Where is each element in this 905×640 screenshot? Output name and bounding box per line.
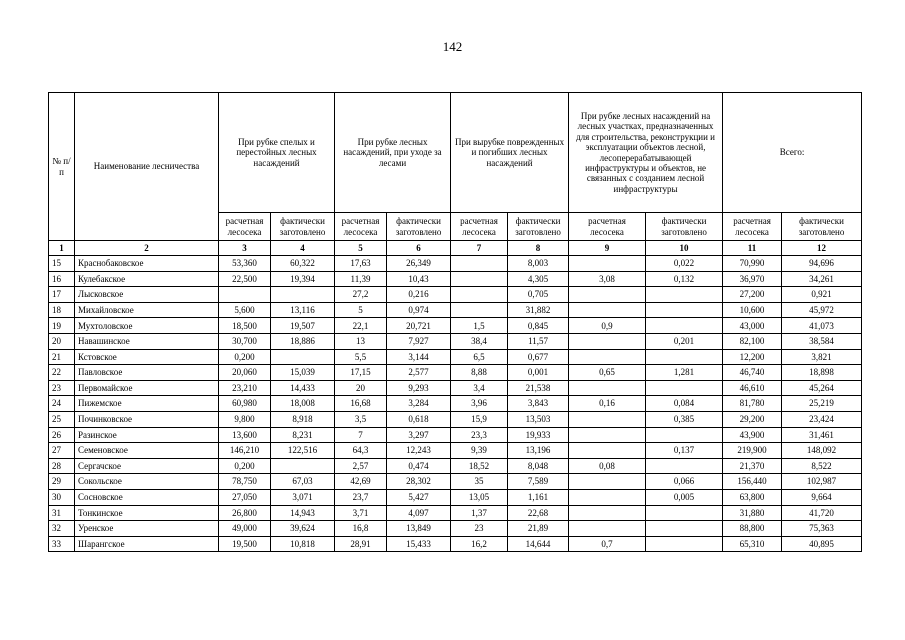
construction-harvested-cell: 0,201 bbox=[646, 333, 723, 349]
forestry-name-cell: Навашинское bbox=[75, 333, 219, 349]
care-allowable-cell: 3,5 bbox=[335, 411, 387, 427]
mature-harvested-cell bbox=[271, 349, 335, 365]
construction-allowable-cell bbox=[569, 427, 646, 443]
care-allowable-cell: 17,63 bbox=[335, 256, 387, 272]
damaged-allowable-cell bbox=[451, 256, 508, 272]
total-harvested-cell: 38,584 bbox=[782, 333, 862, 349]
total-harvested-cell: 18,898 bbox=[782, 365, 862, 381]
mature-allowable-cell: 22,500 bbox=[219, 271, 271, 287]
total-allowable-cell: 46,740 bbox=[723, 365, 782, 381]
mature-allowable-cell: 27,050 bbox=[219, 489, 271, 505]
damaged-harvested-cell: 0,845 bbox=[508, 318, 569, 334]
column-number: 2 bbox=[75, 241, 219, 256]
mature-harvested-cell: 13,116 bbox=[271, 302, 335, 318]
damaged-harvested-cell: 8,048 bbox=[508, 458, 569, 474]
total-allowable-cell: 46,610 bbox=[723, 380, 782, 396]
forestry-name-cell: Починковское bbox=[75, 411, 219, 427]
damaged-harvested-cell: 4,305 bbox=[508, 271, 569, 287]
care-allowable-cell: 7 bbox=[335, 427, 387, 443]
construction-allowable-cell: 0,65 bbox=[569, 365, 646, 381]
table-row bbox=[49, 536, 862, 552]
header-group-mature: При рубке спелых и перестойных лесных насаждений bbox=[219, 93, 335, 213]
construction-harvested-cell: 0,132 bbox=[646, 271, 723, 287]
forestry-name-cell: Семеновское bbox=[75, 443, 219, 459]
damaged-allowable-cell: 38,4 bbox=[451, 333, 508, 349]
row-number-cell: 16 bbox=[49, 271, 75, 287]
table-row bbox=[49, 474, 862, 490]
table-row bbox=[49, 302, 862, 318]
damaged-allowable-cell bbox=[451, 302, 508, 318]
construction-allowable-cell bbox=[569, 302, 646, 318]
mature-harvested-cell bbox=[271, 287, 335, 303]
mature-allowable-cell bbox=[219, 287, 271, 303]
table-row bbox=[49, 458, 862, 474]
care-harvested-cell: 10,43 bbox=[387, 271, 451, 287]
damaged-harvested-cell: 0,705 bbox=[508, 287, 569, 303]
subheader-allowable: расчетная лесосека bbox=[723, 213, 782, 241]
damaged-allowable-cell: 1,37 bbox=[451, 505, 508, 521]
forestry-name-cell: Сокольское bbox=[75, 474, 219, 490]
care-harvested-cell: 7,927 bbox=[387, 333, 451, 349]
damaged-allowable-cell: 1,5 bbox=[451, 318, 508, 334]
damaged-harvested-cell: 14,644 bbox=[508, 536, 569, 552]
column-number: 4 bbox=[271, 241, 335, 256]
care-allowable-cell: 23,7 bbox=[335, 489, 387, 505]
care-allowable-cell: 20 bbox=[335, 380, 387, 396]
care-allowable-cell: 27,2 bbox=[335, 287, 387, 303]
table-row bbox=[49, 427, 862, 443]
mature-harvested-cell: 18,008 bbox=[271, 396, 335, 412]
forestry-name-cell: Сергачское bbox=[75, 458, 219, 474]
construction-allowable-cell bbox=[569, 287, 646, 303]
construction-harvested-cell bbox=[646, 536, 723, 552]
column-number: 11 bbox=[723, 241, 782, 256]
total-harvested-cell: 3,821 bbox=[782, 349, 862, 365]
row-number-cell: 31 bbox=[49, 505, 75, 521]
damaged-allowable-cell: 23,3 bbox=[451, 427, 508, 443]
care-harvested-cell: 0,474 bbox=[387, 458, 451, 474]
total-allowable-cell: 156,440 bbox=[723, 474, 782, 490]
care-harvested-cell: 12,243 bbox=[387, 443, 451, 459]
total-allowable-cell: 65,310 bbox=[723, 536, 782, 552]
damaged-harvested-cell: 31,882 bbox=[508, 302, 569, 318]
construction-allowable-cell: 0,16 bbox=[569, 396, 646, 412]
care-harvested-cell: 15,433 bbox=[387, 536, 451, 552]
mature-allowable-cell: 49,000 bbox=[219, 521, 271, 537]
construction-harvested-cell: 0,385 bbox=[646, 411, 723, 427]
construction-allowable-cell bbox=[569, 443, 646, 459]
table-row bbox=[49, 505, 862, 521]
care-allowable-cell: 3,71 bbox=[335, 505, 387, 521]
header-group-construction: При рубке лесных насаждений на лесных участках, предназначенных для строительства, реконструкции и эксплуатации объектов лесной, лесоперерабатывающей инфраструктуры и объектов, не связанных с созданием лесной инфраструктуры bbox=[569, 93, 723, 213]
construction-allowable-cell: 0,08 bbox=[569, 458, 646, 474]
column-number: 8 bbox=[508, 241, 569, 256]
total-harvested-cell: 0,921 bbox=[782, 287, 862, 303]
subheader-allowable: расчетная лесосека bbox=[569, 213, 646, 241]
construction-harvested-cell bbox=[646, 427, 723, 443]
mature-allowable-cell: 60,980 bbox=[219, 396, 271, 412]
mature-harvested-cell: 67,03 bbox=[271, 474, 335, 490]
construction-harvested-cell: 0,022 bbox=[646, 256, 723, 272]
construction-allowable-cell: 0,7 bbox=[569, 536, 646, 552]
row-number-cell: 27 bbox=[49, 443, 75, 459]
total-harvested-cell: 41,073 bbox=[782, 318, 862, 334]
row-number-cell: 28 bbox=[49, 458, 75, 474]
header-group-total: Всего: bbox=[723, 93, 862, 213]
care-allowable-cell: 5,5 bbox=[335, 349, 387, 365]
total-harvested-cell: 94,696 bbox=[782, 256, 862, 272]
mature-harvested-cell: 19,394 bbox=[271, 271, 335, 287]
column-number: 10 bbox=[646, 241, 723, 256]
subheader-harvested: фактически заготовлено bbox=[387, 213, 451, 241]
care-allowable-cell: 16,68 bbox=[335, 396, 387, 412]
table-row bbox=[49, 271, 862, 287]
subheader-harvested: фактически заготовлено bbox=[646, 213, 723, 241]
care-allowable-cell: 17,15 bbox=[335, 365, 387, 381]
construction-allowable-cell bbox=[569, 380, 646, 396]
row-number-cell: 17 bbox=[49, 287, 75, 303]
construction-harvested-cell: 0,066 bbox=[646, 474, 723, 490]
subheader-harvested: фактически заготовлено bbox=[271, 213, 335, 241]
damaged-harvested-cell: 13,196 bbox=[508, 443, 569, 459]
total-allowable-cell: 29,200 bbox=[723, 411, 782, 427]
subheader-allowable: расчетная лесосека bbox=[219, 213, 271, 241]
header-name: Наименование лесничества bbox=[75, 93, 219, 241]
forestry-name-cell: Шарангское bbox=[75, 536, 219, 552]
row-number-cell: 23 bbox=[49, 380, 75, 396]
total-harvested-cell: 41,720 bbox=[782, 505, 862, 521]
forestry-name-cell: Павловское bbox=[75, 365, 219, 381]
forestry-name-cell: Краснобаковское bbox=[75, 256, 219, 272]
construction-allowable-cell bbox=[569, 505, 646, 521]
care-harvested-cell: 3,284 bbox=[387, 396, 451, 412]
column-number: 1 bbox=[49, 241, 75, 256]
mature-harvested-cell bbox=[271, 458, 335, 474]
total-harvested-cell: 25,219 bbox=[782, 396, 862, 412]
damaged-allowable-cell bbox=[451, 287, 508, 303]
damaged-harvested-cell: 3,843 bbox=[508, 396, 569, 412]
construction-harvested-cell bbox=[646, 505, 723, 521]
row-number-cell: 26 bbox=[49, 427, 75, 443]
total-harvested-cell: 23,424 bbox=[782, 411, 862, 427]
damaged-harvested-cell: 1,161 bbox=[508, 489, 569, 505]
row-number-cell: 18 bbox=[49, 302, 75, 318]
construction-harvested-cell: 1,281 bbox=[646, 365, 723, 381]
forestry-name-cell: Михайловское bbox=[75, 302, 219, 318]
care-harvested-cell: 0,618 bbox=[387, 411, 451, 427]
mature-harvested-cell: 10,818 bbox=[271, 536, 335, 552]
construction-allowable-cell bbox=[569, 411, 646, 427]
construction-allowable-cell bbox=[569, 521, 646, 537]
damaged-allowable-cell: 6,5 bbox=[451, 349, 508, 365]
damaged-harvested-cell: 22,68 bbox=[508, 505, 569, 521]
damaged-allowable-cell: 35 bbox=[451, 474, 508, 490]
care-harvested-cell: 2,577 bbox=[387, 365, 451, 381]
total-harvested-cell: 40,895 bbox=[782, 536, 862, 552]
column-number: 5 bbox=[335, 241, 387, 256]
mature-allowable-cell: 18,500 bbox=[219, 318, 271, 334]
total-allowable-cell: 81,780 bbox=[723, 396, 782, 412]
care-harvested-cell: 5,427 bbox=[387, 489, 451, 505]
total-allowable-cell: 43,000 bbox=[723, 318, 782, 334]
construction-allowable-cell bbox=[569, 256, 646, 272]
damaged-harvested-cell: 7,589 bbox=[508, 474, 569, 490]
damaged-harvested-cell: 19,933 bbox=[508, 427, 569, 443]
mature-harvested-cell: 14,943 bbox=[271, 505, 335, 521]
table-row bbox=[49, 521, 862, 537]
mature-harvested-cell: 3,071 bbox=[271, 489, 335, 505]
forestry-name-cell: Кулебакское bbox=[75, 271, 219, 287]
care-harvested-cell: 0,216 bbox=[387, 287, 451, 303]
damaged-harvested-cell: 13,503 bbox=[508, 411, 569, 427]
forestry-name-cell: Мухтоловское bbox=[75, 318, 219, 334]
mature-harvested-cell: 15,039 bbox=[271, 365, 335, 381]
total-allowable-cell: 43,900 bbox=[723, 427, 782, 443]
construction-harvested-cell bbox=[646, 318, 723, 334]
mature-allowable-cell: 13,600 bbox=[219, 427, 271, 443]
column-number: 9 bbox=[569, 241, 646, 256]
total-allowable-cell: 70,990 bbox=[723, 256, 782, 272]
mature-allowable-cell: 20,060 bbox=[219, 365, 271, 381]
total-harvested-cell: 9,664 bbox=[782, 489, 862, 505]
damaged-allowable-cell: 3,96 bbox=[451, 396, 508, 412]
damaged-harvested-cell: 21,538 bbox=[508, 380, 569, 396]
mature-allowable-cell: 23,210 bbox=[219, 380, 271, 396]
damaged-allowable-cell: 16,2 bbox=[451, 536, 508, 552]
table-row bbox=[49, 396, 862, 412]
mature-allowable-cell: 146,210 bbox=[219, 443, 271, 459]
damaged-allowable-cell: 18,52 bbox=[451, 458, 508, 474]
total-harvested-cell: 45,972 bbox=[782, 302, 862, 318]
row-number-cell: 29 bbox=[49, 474, 75, 490]
total-allowable-cell: 21,370 bbox=[723, 458, 782, 474]
mature-allowable-cell: 30,700 bbox=[219, 333, 271, 349]
row-number-cell: 19 bbox=[49, 318, 75, 334]
forestry-name-cell: Уренское bbox=[75, 521, 219, 537]
table-body bbox=[49, 256, 862, 552]
care-harvested-cell: 26,349 bbox=[387, 256, 451, 272]
mature-harvested-cell: 14,433 bbox=[271, 380, 335, 396]
damaged-allowable-cell: 13,05 bbox=[451, 489, 508, 505]
subheader-harvested: фактически заготовлено bbox=[508, 213, 569, 241]
total-allowable-cell: 12,200 bbox=[723, 349, 782, 365]
construction-harvested-cell: 0,005 bbox=[646, 489, 723, 505]
row-number-cell: 32 bbox=[49, 521, 75, 537]
mature-harvested-cell: 60,322 bbox=[271, 256, 335, 272]
care-harvested-cell: 9,293 bbox=[387, 380, 451, 396]
care-harvested-cell: 28,302 bbox=[387, 474, 451, 490]
mature-allowable-cell: 9,800 bbox=[219, 411, 271, 427]
care-harvested-cell: 13,849 bbox=[387, 521, 451, 537]
total-harvested-cell: 34,261 bbox=[782, 271, 862, 287]
table-row bbox=[49, 489, 862, 505]
care-harvested-cell: 0,974 bbox=[387, 302, 451, 318]
forestry-table bbox=[48, 92, 862, 552]
mature-allowable-cell: 0,200 bbox=[219, 458, 271, 474]
subheader-allowable: расчетная лесосека bbox=[335, 213, 387, 241]
table-row bbox=[49, 380, 862, 396]
row-number-cell: 15 bbox=[49, 256, 75, 272]
mature-harvested-cell: 122,516 bbox=[271, 443, 335, 459]
care-harvested-cell: 20,721 bbox=[387, 318, 451, 334]
mature-harvested-cell: 39,624 bbox=[271, 521, 335, 537]
construction-allowable-cell bbox=[569, 489, 646, 505]
header-no: № п/п bbox=[49, 93, 75, 241]
table-row bbox=[49, 365, 862, 381]
total-allowable-cell: 63,800 bbox=[723, 489, 782, 505]
table-row bbox=[49, 411, 862, 427]
row-number-cell: 22 bbox=[49, 365, 75, 381]
row-number-cell: 24 bbox=[49, 396, 75, 412]
mature-allowable-cell: 26,800 bbox=[219, 505, 271, 521]
mature-harvested-cell: 8,918 bbox=[271, 411, 335, 427]
damaged-allowable-cell: 8,88 bbox=[451, 365, 508, 381]
construction-harvested-cell bbox=[646, 287, 723, 303]
construction-allowable-cell: 0,9 bbox=[569, 318, 646, 334]
forestry-name-cell: Сосновское bbox=[75, 489, 219, 505]
column-number: 3 bbox=[219, 241, 271, 256]
forestry-name-cell: Тонкинское bbox=[75, 505, 219, 521]
column-number-row bbox=[49, 241, 862, 256]
care-allowable-cell: 2,57 bbox=[335, 458, 387, 474]
damaged-allowable-cell: 9,39 bbox=[451, 443, 508, 459]
construction-harvested-cell bbox=[646, 349, 723, 365]
header-group-care: При рубке лесных насаждений, при уходе за лесами bbox=[335, 93, 451, 213]
total-harvested-cell: 75,363 bbox=[782, 521, 862, 537]
table-row bbox=[49, 256, 862, 272]
construction-harvested-cell bbox=[646, 521, 723, 537]
mature-harvested-cell: 8,231 bbox=[271, 427, 335, 443]
damaged-harvested-cell: 0,677 bbox=[508, 349, 569, 365]
row-number-cell: 33 bbox=[49, 536, 75, 552]
total-harvested-cell: 45,264 bbox=[782, 380, 862, 396]
subheader-allowable: расчетная лесосека bbox=[451, 213, 508, 241]
damaged-harvested-cell: 8,003 bbox=[508, 256, 569, 272]
column-number: 12 bbox=[782, 241, 862, 256]
mature-allowable-cell: 19,500 bbox=[219, 536, 271, 552]
care-allowable-cell: 22,1 bbox=[335, 318, 387, 334]
care-allowable-cell: 28,91 bbox=[335, 536, 387, 552]
header-group-damaged: При вырубке поврежденных и погибших лесных насаждений bbox=[451, 93, 569, 213]
mature-allowable-cell: 5,600 bbox=[219, 302, 271, 318]
total-allowable-cell: 10,600 bbox=[723, 302, 782, 318]
column-number: 6 bbox=[387, 241, 451, 256]
table-row bbox=[49, 333, 862, 349]
column-number: 7 bbox=[451, 241, 508, 256]
forestry-name-cell: Первомайское bbox=[75, 380, 219, 396]
care-allowable-cell: 64,3 bbox=[335, 443, 387, 459]
total-allowable-cell: 31,880 bbox=[723, 505, 782, 521]
care-allowable-cell: 16,8 bbox=[335, 521, 387, 537]
mature-allowable-cell: 0,200 bbox=[219, 349, 271, 365]
total-harvested-cell: 8,522 bbox=[782, 458, 862, 474]
damaged-allowable-cell: 3,4 bbox=[451, 380, 508, 396]
subheader-harvested: фактически заготовлено bbox=[782, 213, 862, 241]
table-row bbox=[49, 349, 862, 365]
construction-harvested-cell bbox=[646, 458, 723, 474]
total-allowable-cell: 36,970 bbox=[723, 271, 782, 287]
row-number-cell: 21 bbox=[49, 349, 75, 365]
mature-allowable-cell: 53,360 bbox=[219, 256, 271, 272]
mature-harvested-cell: 19,507 bbox=[271, 318, 335, 334]
mature-harvested-cell: 18,886 bbox=[271, 333, 335, 349]
table-row bbox=[49, 287, 862, 303]
construction-harvested-cell bbox=[646, 380, 723, 396]
construction-allowable-cell bbox=[569, 349, 646, 365]
construction-allowable-cell bbox=[569, 333, 646, 349]
care-allowable-cell: 42,69 bbox=[335, 474, 387, 490]
total-allowable-cell: 88,800 bbox=[723, 521, 782, 537]
damaged-allowable-cell: 23 bbox=[451, 521, 508, 537]
damaged-harvested-cell: 21,89 bbox=[508, 521, 569, 537]
total-harvested-cell: 148,092 bbox=[782, 443, 862, 459]
construction-allowable-cell bbox=[569, 474, 646, 490]
row-number-cell: 25 bbox=[49, 411, 75, 427]
total-harvested-cell: 102,987 bbox=[782, 474, 862, 490]
care-harvested-cell: 3,144 bbox=[387, 349, 451, 365]
row-number-cell: 30 bbox=[49, 489, 75, 505]
total-allowable-cell: 27,200 bbox=[723, 287, 782, 303]
row-number-cell: 20 bbox=[49, 333, 75, 349]
page-number: 142 bbox=[442, 39, 463, 54]
care-allowable-cell: 11,39 bbox=[335, 271, 387, 287]
construction-allowable-cell: 3,08 bbox=[569, 271, 646, 287]
care-allowable-cell: 5 bbox=[335, 302, 387, 318]
care-harvested-cell: 3,297 bbox=[387, 427, 451, 443]
damaged-harvested-cell: 0,001 bbox=[508, 365, 569, 381]
forestry-name-cell: Лысковское bbox=[75, 287, 219, 303]
total-allowable-cell: 219,900 bbox=[723, 443, 782, 459]
damaged-allowable-cell: 15,9 bbox=[451, 411, 508, 427]
mature-allowable-cell: 78,750 bbox=[219, 474, 271, 490]
total-allowable-cell: 82,100 bbox=[723, 333, 782, 349]
table-row bbox=[49, 318, 862, 334]
forestry-name-cell: Разинское bbox=[75, 427, 219, 443]
damaged-harvested-cell: 11,57 bbox=[508, 333, 569, 349]
construction-harvested-cell bbox=[646, 302, 723, 318]
construction-harvested-cell: 0,084 bbox=[646, 396, 723, 412]
forestry-name-cell: Кстовское bbox=[75, 349, 219, 365]
damaged-allowable-cell bbox=[451, 271, 508, 287]
total-harvested-cell: 31,461 bbox=[782, 427, 862, 443]
care-allowable-cell: 13 bbox=[335, 333, 387, 349]
forestry-name-cell: Пижемское bbox=[75, 396, 219, 412]
table-row bbox=[49, 443, 862, 459]
care-harvested-cell: 4,097 bbox=[387, 505, 451, 521]
construction-harvested-cell: 0,137 bbox=[646, 443, 723, 459]
